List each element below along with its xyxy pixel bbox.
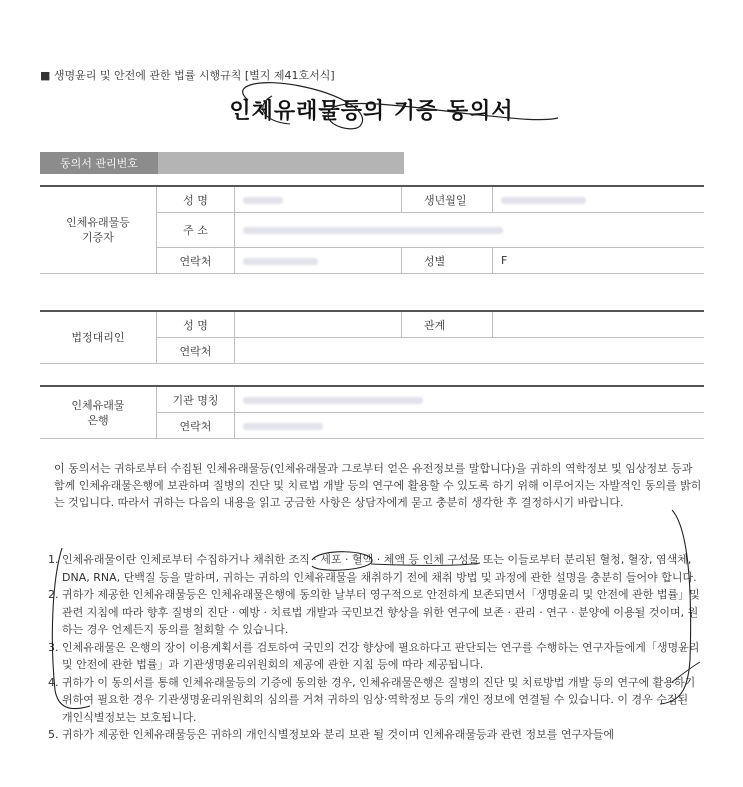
- donor-contact-label: 연락처: [157, 248, 235, 274]
- donor-sex-field[interactable]: F: [493, 248, 705, 274]
- consent-item: [48, 639, 702, 674]
- form-reference: ■ 생명윤리 및 안전에 관한 법률 시행규칙 [별지 제41호서식]: [40, 69, 335, 82]
- bank-org-field[interactable]: [235, 386, 705, 413]
- document-title: 인체유래물등의 기증 동의서: [229, 99, 514, 124]
- item-number: 2.: [48, 588, 59, 601]
- item-text: 귀하가 제공한 인체유래물등은 인체유래물은행에 동의한 날부터 영구적으로 안전하게 보존되면서「생명윤리 및 안전에 관한 법률」및 관련 지침에 따라 향후 질병의 진단 · 예방 · 치료법 개발과 국민보건 향상을 위한 연구에 보존 · 관리 · 연구 · 분양에 이용될 것이며, 원하는 경우 언제든지 동의를 철회할 수 있습니다.: [62, 588, 700, 636]
- item-number: 1.: [48, 553, 59, 566]
- donor-address-label: 주 소: [157, 213, 235, 248]
- consent-item: [48, 674, 702, 727]
- guardian-relation-field[interactable]: [493, 311, 705, 338]
- donor-name-label: 성 명: [157, 186, 235, 213]
- donor-birth-label: 생년월일: [402, 186, 493, 213]
- guardian-name-field[interactable]: [235, 311, 402, 338]
- bank-table: [40, 385, 704, 439]
- management-number-row: [40, 152, 404, 174]
- guardian-name-label: 성 명: [157, 311, 235, 338]
- donor-section-label: [40, 186, 157, 274]
- donor-table: [40, 185, 704, 274]
- guardian-relation-label: 관계: [402, 311, 493, 338]
- item-text: 인체유래물이란 인체로부터 수집하거나 채취한 조직 · 세포 · 혈액 · 체액 등 인체 구성물 또는 이들로부터 분리된 혈청, 혈장, 염색체, DNA, RNA, 단백질 등을 말하며, 귀하는 귀하의 인체유래물을 채취하기 전에 채취 방법 및 과정에 관한 설명을 충분히 들어야 합니다.: [62, 553, 697, 584]
- donor-section-text: 인체유래물등 기증자: [66, 216, 130, 244]
- bank-contact-label: 연락처: [157, 413, 235, 439]
- item-number: 5.: [48, 728, 59, 741]
- donor-contact-field[interactable]: [235, 248, 402, 274]
- guardian-table: [40, 310, 704, 364]
- guardian-contact-label: 연락처: [157, 338, 235, 364]
- guardian-section-label: 법정대리인: [40, 311, 157, 364]
- donor-name-field[interactable]: [235, 186, 402, 213]
- guardian-contact-field[interactable]: [235, 338, 705, 364]
- item-number: 4.: [48, 675, 59, 689]
- donor-birth-field[interactable]: [493, 186, 705, 213]
- consent-item: [48, 586, 702, 639]
- item-text: 귀하가 제공한 인체유래물등은 귀하의 개인식별정보와 분리 보관 될 것이며 인체유래물등과 관련 정보를 연구자들에: [62, 728, 615, 741]
- intro-paragraph: 이 동의서는 귀하로부터 수집된 인체유래물등(인체유래물과 그로부터 얻은 유전정보를 말합니다)을 귀하의 역학정보 및 임상정보 등과 함께 인체유래물은행에 보관하며 질병의 진단 및 치료법 개발 등의 연구에 활용할 수 있도록 하기 위해 이루어지는 자발적인 동의를 밝히는 것입니다. 따라서 귀하는 다음의 내용을 읽고 궁금한 사항은 상담자에게 묻고 충분히 생각한 후 결정하시기 바랍니다.: [54, 462, 702, 509]
- bank-org-label: 기관 명칭: [157, 386, 235, 413]
- item-number: 3.: [48, 640, 59, 654]
- donor-address-field[interactable]: [235, 213, 705, 248]
- bank-contact-field[interactable]: [235, 413, 705, 439]
- item-text: 인체유래물은 은행의 장이 이용계획서를 검토하여 국민의 건강 향상에 필요하다고 판단되는 연구를 수행하는 연구자들에게「생명윤리 및 안전에 관한 법률」과 기관생명윤리위원회의 제공에 관한 지침 등에 따라 제공됩니다.: [62, 640, 700, 671]
- consent-item: [48, 726, 702, 744]
- consent-item: [48, 551, 702, 586]
- bank-section-label: [40, 386, 157, 439]
- item-text: 귀하가 이 동의서를 통해 인체유래물등의 기증에 동의한 경우, 인체유래물은행은 질병의 진단 및 치료방법 개발 등의 연구에 활용하기 위하여 필요한 경우 기관생명윤리위원회의 심의를 거쳐 귀하의 임상·역학정보 등의 개인 정보에 연결될 수 있습니다. 이 경우 수집된 개인식별정보는 보호됩니다.: [62, 675, 696, 724]
- management-number-label: 동의서 관리번호: [40, 152, 158, 174]
- donor-sex-label: 성별: [402, 248, 493, 274]
- consent-items: [48, 551, 702, 744]
- bank-section-text: 인체유래물 은행: [71, 398, 125, 427]
- management-number-field[interactable]: [158, 152, 404, 174]
